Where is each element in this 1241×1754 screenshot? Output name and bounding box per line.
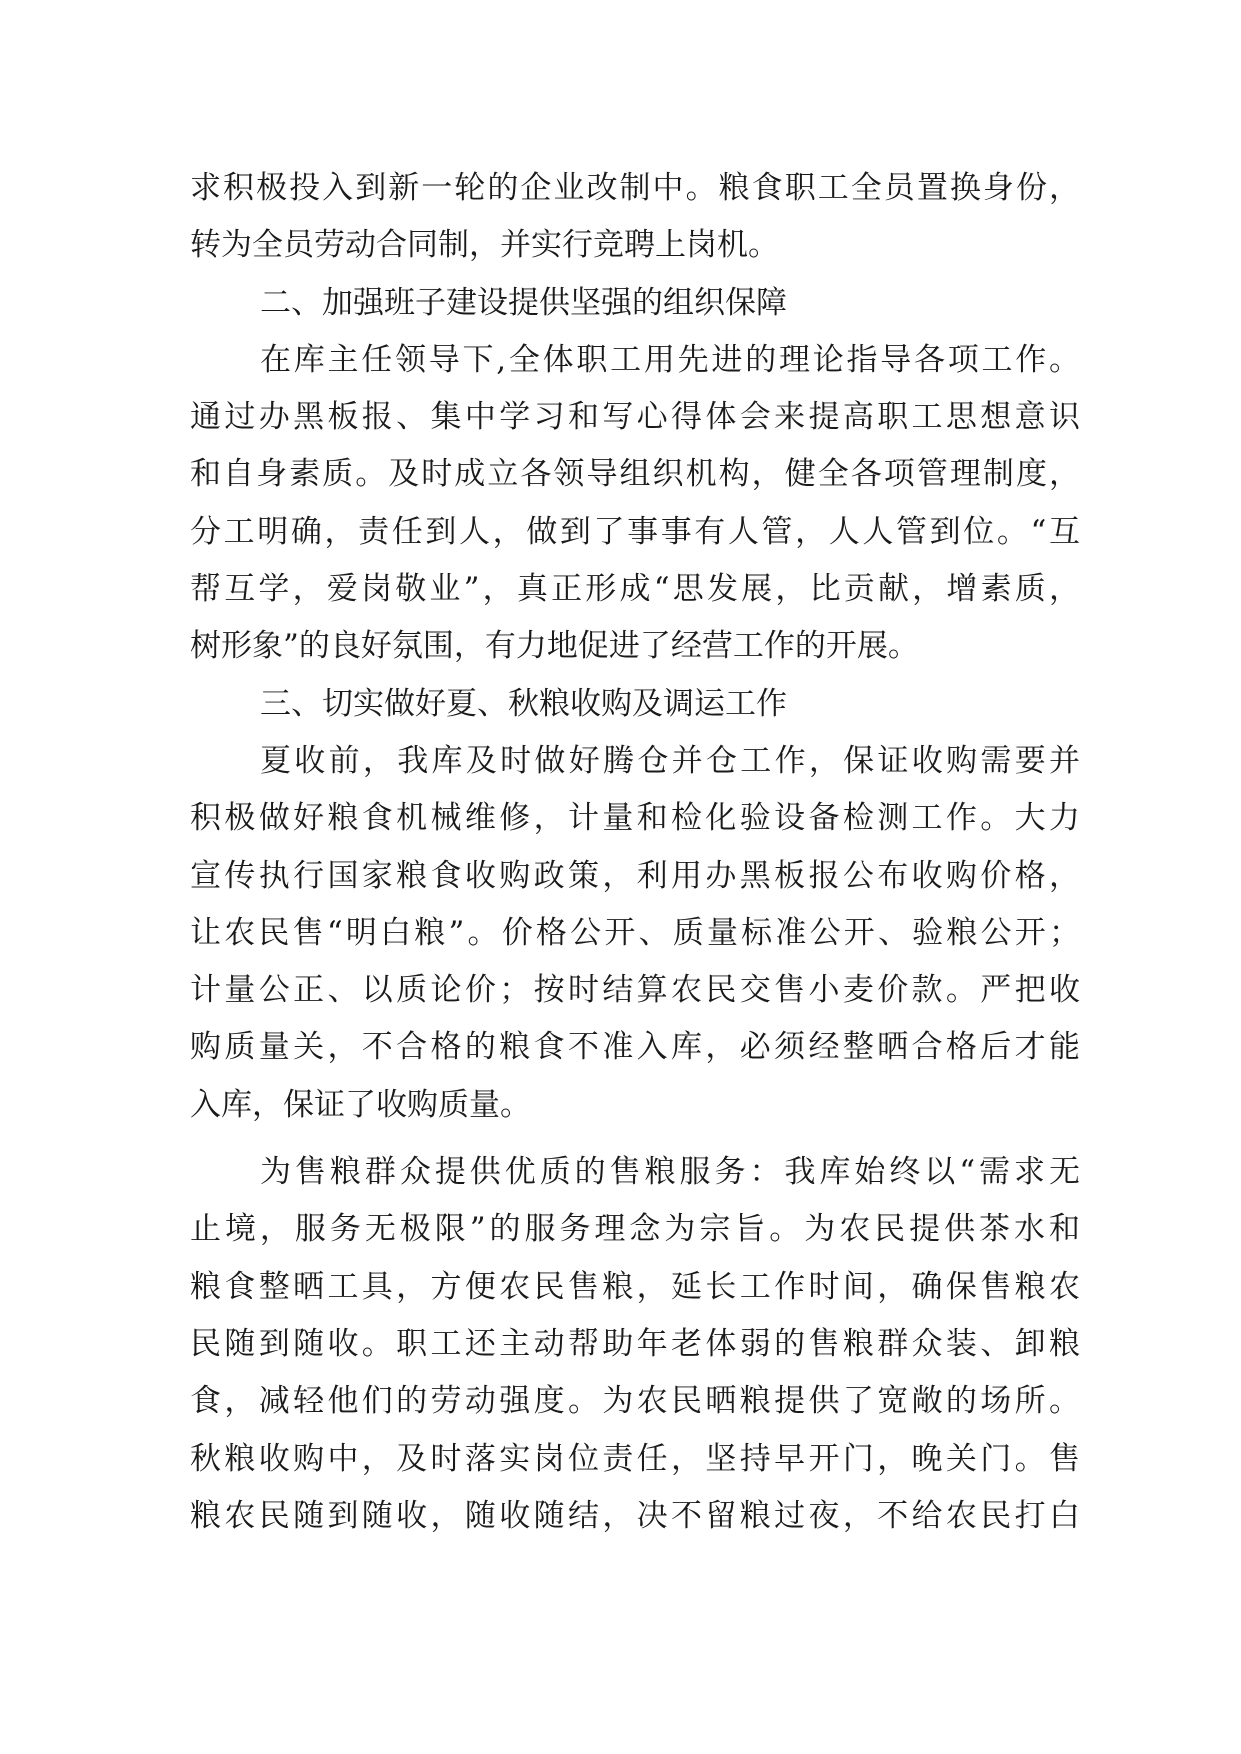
text-line: 树形象”的良好氛围，有力地促进了经营工作的开展。 xyxy=(190,628,919,665)
document-body xyxy=(190,160,1080,1545)
text-line: 帮互学，爱岗敬业”，真正形成“思发展，比贡献，增素质， xyxy=(190,571,1080,608)
text-line: 秋粮收购中，及时落实岗位责任，坚持早开门，晚关门。售 xyxy=(190,1440,1080,1477)
text-line: 转为全员劳动合同制，并实行竞聘上岗机。 xyxy=(190,227,779,264)
text-line: 求积极投入到新一轮的企业改制中。粮食职工全员置换身份， xyxy=(190,170,1080,206)
text-line: 分工明确，责任到人，做到了事事有人管，人人管到位。“互 xyxy=(190,513,1080,550)
text-line: 粮食整晒工具，方便农民售粮，延长工作时间，确保售粮农 xyxy=(190,1268,1080,1305)
section-heading: 三、切实做好夏、秋粮收购及调运工作 xyxy=(260,685,787,722)
text-line: 民随到随收。职工还主动帮助年老体弱的售粮群众装、卸粮 xyxy=(190,1325,1080,1362)
section-heading: 二、加强班子建设提供坚强的组织保障 xyxy=(260,284,787,321)
text-line: 食，减轻他们的劳动强度。为农民晒粮提供了宽敞的场所。 xyxy=(190,1383,1080,1420)
text-line: 积极做好粮食机械维修，计量和检化验设备检测工作。大力 xyxy=(190,800,1080,837)
text-line: 购质量关，不合格的粮食不准入库，必须经整晒合格后才能 xyxy=(190,1029,1080,1066)
text-line: 入库，保证了收购质量。 xyxy=(190,1086,531,1123)
text-line: 在库主任领导下,全体职工用先进的理论指导各项工作。 xyxy=(260,341,1080,378)
text-line: 止境，服务无极限”的服务理念为宗旨。为农民提供茶水和 xyxy=(190,1211,1080,1248)
text-line: 宣传执行国家粮食收购政策，利用办黑板报公布收购价格， xyxy=(190,857,1080,894)
text-line: 通过办黑板报、集中学习和写心得体会来提高职工思想意识 xyxy=(190,399,1080,436)
text-line: 计量公正、以质论价；按时结算农民交售小麦价款。严把收 xyxy=(190,972,1080,1009)
text-line: 夏收前，我库及时做好腾仓并仓工作，保证收购需要并 xyxy=(260,742,1080,779)
text-line: 粮农民随到随收，随收随结，决不留粮过夜，不给农民打白 xyxy=(190,1497,1080,1534)
text-line: 让农民售“明白粮”。价格公开、质量标准公开、验粮公开； xyxy=(190,914,1080,951)
text-line: 为售粮群众提供优质的售粮服务：我库始终以“需求无 xyxy=(260,1154,1080,1191)
text-line: 和自身素质。及时成立各领导组织机构，健全各项管理制度， xyxy=(190,456,1080,493)
